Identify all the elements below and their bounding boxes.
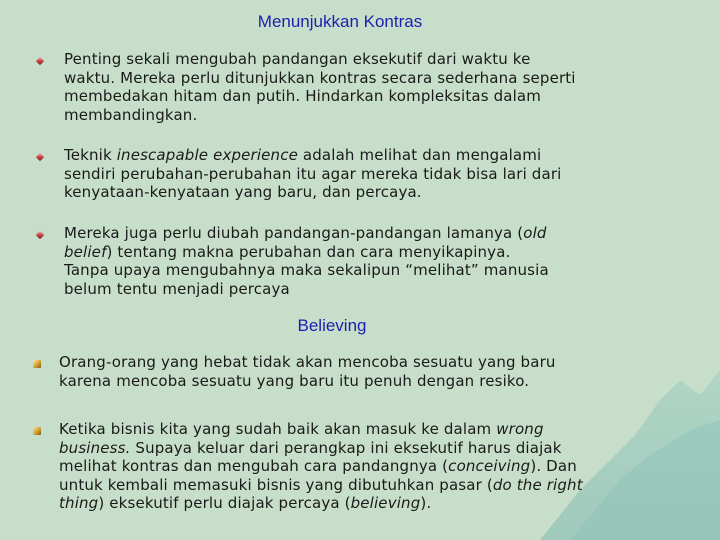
paragraph-5: [59, 420, 689, 513]
bullet-icon: [36, 57, 44, 65]
text-run: untuk kembali memasuki bisnis yang dibutuhkan pasar (: [59, 475, 493, 494]
text-run: Mereka juga perlu diubah pandangan-pandangan lamanya (: [64, 224, 524, 242]
bullet-icon: [36, 153, 44, 161]
text-run: Supaya keluar dari perangkap ini eksekutif harus diajak: [130, 438, 562, 457]
text-run: ) tentang makna perubahan dan cara menyikapinya.: [106, 242, 511, 261]
text-run: ).: [420, 494, 432, 512]
text-line: karena mencoba sesuatu yang baru itu penuh dengan resiko.: [59, 371, 530, 390]
italic-term: wrong: [496, 420, 544, 438]
italic-term: thing: [59, 494, 99, 512]
text-line: kenyataan-kenyataan yang baru, dan percaya.: [64, 183, 422, 201]
text-line: membandingkan.: [64, 105, 198, 124]
text-run: ). Dan: [530, 457, 577, 475]
text-run: Teknik: [64, 146, 117, 164]
bullet-icon: [33, 427, 41, 435]
italic-term: believing: [350, 494, 421, 512]
paragraph-1: [64, 50, 684, 124]
text-line: membedakan hitam dan putih. Hindarkan kompleksitas dalam: [64, 87, 542, 105]
italic-term: old: [523, 224, 547, 242]
section-heading: Believing: [297, 316, 367, 335]
paragraph-2: [64, 146, 684, 202]
paragraph-3: [64, 224, 684, 298]
text-run: adalah melihat dan mengalami: [297, 146, 542, 164]
text-run: melihat kontras dan mengubah cara pandangnya (: [59, 457, 449, 475]
italic-term: conceiving: [448, 457, 531, 475]
text-line: sendiri perubahan-perubahan itu agar mereka tidak bisa lari dari: [64, 164, 562, 183]
italic-term: belief: [64, 242, 107, 261]
italic-term: business.: [59, 438, 131, 457]
italic-term: inescapable experience: [116, 146, 298, 164]
slide-title: Menunjukkan Kontras: [257, 12, 423, 31]
text-line: waktu. Mereka perlu ditunjukkan kontras secara sederhana seperti: [64, 68, 576, 87]
text-line: Penting sekali mengubah pandangan eksekutif dari waktu ke: [64, 50, 531, 68]
italic-term: do the right: [492, 475, 583, 494]
text-line: Orang-orang yang hebat tidak akan mencoba sesuatu yang baru: [59, 353, 556, 371]
text-line: belum tentu menjadi percaya: [64, 279, 290, 298]
bullet-icon: [33, 360, 41, 368]
paragraph-4: [59, 353, 689, 390]
text-run: ) eksekutif perlu diajak percaya (: [98, 494, 351, 512]
bullet-icon: [36, 231, 44, 239]
text-run: Ketika bisnis kita yang sudah baik akan masuk ke dalam: [59, 420, 497, 438]
text-line: Tanpa upaya mengubahnya maka sekalipun “melihat” manusia: [64, 261, 549, 279]
